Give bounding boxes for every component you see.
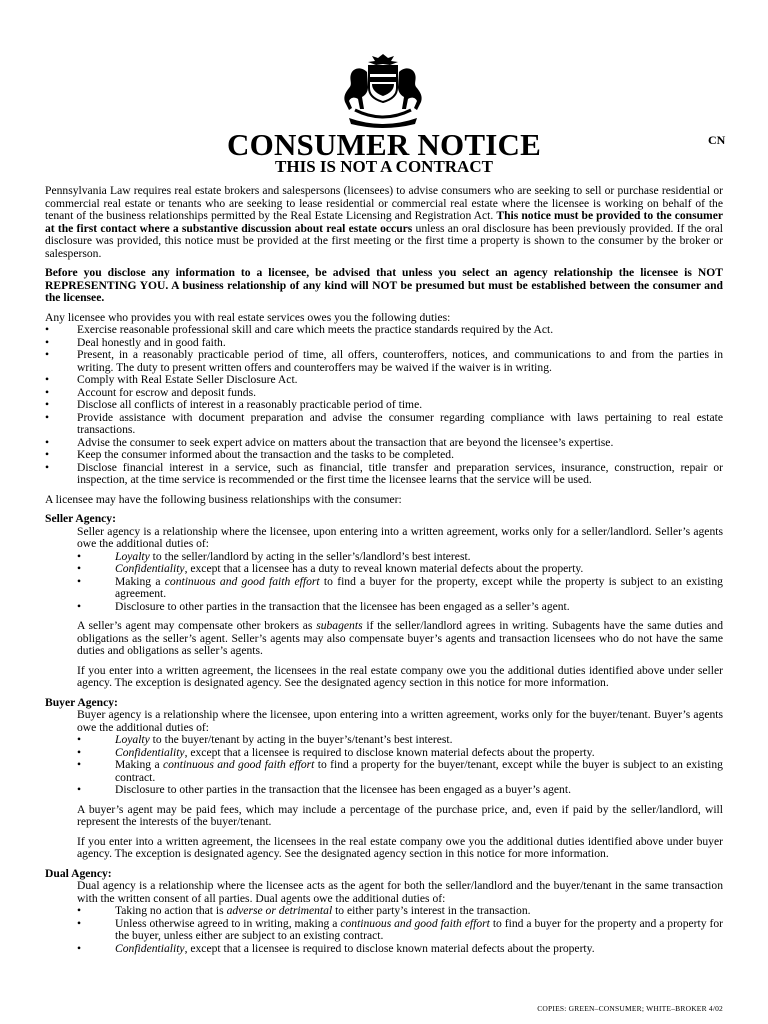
pennsylvania-coat-of-arms-icon [337,52,429,128]
form-code: CN [708,133,726,147]
list-item: • Keep the consumer informed about the transaction and the tasks to be completed. [45,448,455,461]
notice-body [45,185,723,955]
list-item: • Making a continuous and good faith effort to find a buyer for the property, except while the property is subject to an existing agreement. [77,574,723,600]
warning-paragraph: Before you disclose any information to a licensee, be advised that unless you select an agency relationship the licensee is NOT REPRESENTING YOU. A business relationship of any kind will NOT be presumed but must be established between the consumer and the licensee. [45,266,723,304]
list-item: • Confidentiality, except that a licensee is required to disclose known material defects about the property. [77,745,595,759]
buyer-agency-section: Buyer agency is a relationship where the licensee, upon entering into a written agreement, works only for the buyer/tenant. Buyer’s agents owe the additional duties of: • Loyalty to the buyer/tenant by acting in the buyer’s/tenant’s best interest. • Confidentiality, except that a licensee is required to disclose known material defects about the property. • Making a continuous and good faith effort to find a property for the buyer/tenant, except while the buyer is subject to an existing contract. • Disclosure to other parties in the transaction that the licensee has been engaged as a buyer’s agent. A buyer’s agent may be paid fees, which may include a percentage of the purchase price, and, even if paid by the seller/landlord, will represent the interests of the buyer/tenant. If you enter into a written agreement, the licensees in the real estate company owe you the additional duties identified above under buyer agency. The exception is designated agency. See the designated agency section in this notice for more information. [77,708,723,860]
list-item: • Disclose financial interest in a service, such as financial, title transfer and preparation services, insurance, construction, repair or inspection, at the time service is recommended or the first time the licensee learns that the service will be used. [45,460,723,486]
seller-agency-heading: Seller Agency: [45,512,116,525]
buyer-agency-heading: Buyer Agency: [45,695,118,709]
list-item: • Making a continuous and good faith effort to find a property for the buyer/tenant, except while the buyer is subject to an existing contract. [77,758,723,784]
dual-agency-heading: Dual Agency: [45,866,112,880]
list-item: • Exercise reasonable professional skill and care which meets the practice standards required by the Act. [45,323,554,336]
page-subtitle: THIS IS NOT A CONTRACT [275,157,493,176]
list-item: • Loyalty to the seller/landlord by acting in the seller’s/landlord’s best interest. [77,549,471,563]
relationships-lead: A licensee may have the following business relationships with the consumer: [45,492,402,506]
list-item: • Taking no action that is adverse or detrimental to either party’s interest in the transaction. [77,904,531,917]
list-item: • Deal honestly and in good faith. [45,335,226,349]
list-item: • Advise the consumer to seek expert advice on matters about the transaction that are beyond the licensee’s expertise. [45,435,614,449]
list-item: • Disclosure to other parties in the transaction that the licensee has been engaged as a seller’s agent. [77,599,570,613]
list-item: • Present, in a reasonably practicable period of time, all offers, counteroffers, notices, and communications to and from the parties in writing. The duty to present written offers and counteroffers may be waived if the waiver is in writing. [45,348,723,374]
duties-list [45,324,723,487]
page-title: CONSUMER NOTICE [227,127,541,162]
list-item: • Confidentiality, except that a licensee has a duty to reveal known material defects about the property. [77,562,584,575]
copies-footer: COPIES: GREEN–CONSUMER; WHITE–BROKER 4/02 [537,1004,723,1013]
seller-agency-section: Seller agency is a relationship where the licensee, upon entering into a written agreement, works only for a seller/landlord. Seller’s agents owe the additional duties of: • Loyalty to the seller/landlord by acting in the seller’s/landlord’s best interest. • Confidentiality, except that a licensee has a duty to reveal known material defects about the property. • Making a continuous and good faith effort to find a buyer for the property, except while the property is subject to an existing agreement. • Disclosure to other parties in the transaction that the licensee has been engaged as a seller’s agent. A seller’s agent may compensate other brokers as subagents if the seller/landlord agrees in writing. Subagents have the same duties and obligations as the seller’s agent. Seller’s agents may also compensate buyer’s agents and transaction licensees who do not have the same duties and obligations as seller’s agents. If you enter into a written agreement, the licensees in the real estate company owe you the additional duties identified above under seller agency. The exception is designated agency. See the designated agency section in this notice for more information. [77,524,723,689]
dual-agency-section: Dual agency is a relationship where the licensee acts as the agent for both the seller/landlord and the buyer/tenant in the same transaction with the written consent of all parties. Dual agents owe the additional duties of: • Taking no action that is adverse or detrimental to either party’s interest in the transaction. • Unless otherwise agreed to in writing, making a continuous and good faith effort to find a buyer for the property and a property for the buyer, unless either are subject to an existing contract. • Confidentiality, except that a licensee is required to disclose known material defects about the property. [77,879,724,955]
list-item: • Loyalty to the buyer/tenant by acting in the buyer’s/tenant’s best interest. [77,733,453,746]
duties-lead: Any licensee who provides you with real estate services owes you the following duties: [45,310,451,324]
list-item: • Comply with Real Estate Seller Disclosure Act. [45,373,298,386]
list-item: • Provide assistance with document preparation and advise the consumer regarding compliance with laws pertaining to real estate transactions. [45,410,723,436]
list-item: • Unless otherwise agreed to in writing, making a continuous and good faith effort to find a buyer for the property and a property for the buyer, unless either are subject to an existing contract. [77,916,724,942]
intro-paragraph: Pennsylvania Law requires real estate brokers and salespersons (licensees) to advise consumers who are seeking to sell or purchase residential or commercial real estate or tenants who are seeking to lease residential or commercial real estate where the licensee is working on behalf of the tenant of the business relationships permitted by the Real Estate Licensing and Registration Act. This notice must be provided to the consumer at the first contact where a substantive discussion about real estate occurs unless an oral disclosure has been previously provided. If the oral disclosure was provided, this notice must be provided at the first meeting or the first time a property is shown to the consumer by the broker or salesperson. [45,184,723,260]
list-item: • Disclose all conflicts of interest in a reasonably practicable period of time. [45,398,423,411]
list-item: • Account for escrow and deposit funds. [45,385,257,399]
list-item: • Confidentiality, except that a licensee is required to disclose known material defects about the property. [77,941,595,955]
list-item: • Disclosure to other parties in the transaction that the licensee has been engaged as a buyer’s agent. [77,783,571,796]
